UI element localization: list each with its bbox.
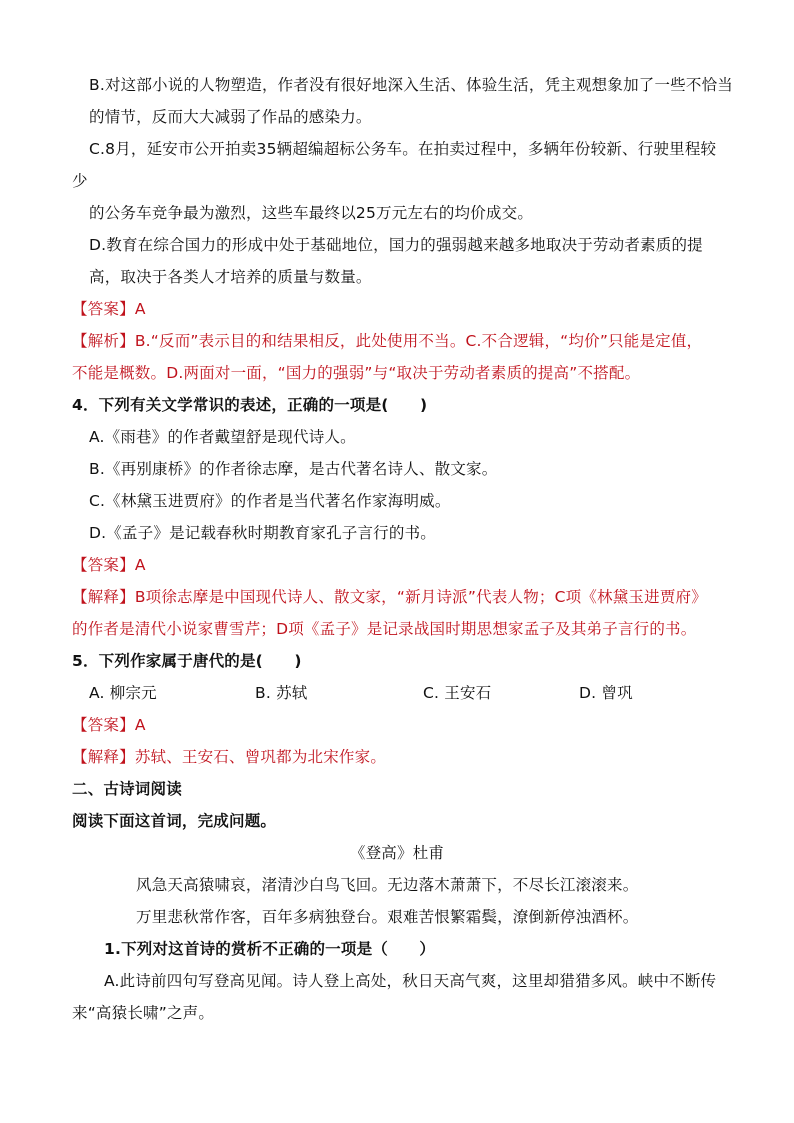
q5-option-d: D. 曾巩: [579, 684, 633, 702]
q5-option-c: C. 王安石: [423, 684, 492, 702]
q5-stem: 5．下列作家属于唐代的是( ): [72, 652, 302, 670]
q3-option-d-line2: 高，取决于各类人才培养的质量与数量。: [89, 268, 372, 286]
analysis-tag: 【解析】: [72, 332, 135, 350]
analysis-text: 苏轼、王安石、曾巩都为北宋作家。: [134, 748, 387, 766]
q3-option-b-line2: 的情节，反而大大减弱了作品的感染力。: [89, 108, 372, 126]
answer-value: A: [134, 300, 146, 318]
section-heading: 二、古诗词阅读: [72, 780, 182, 798]
q4-answer: [72, 554, 146, 576]
q3-option-d-line1: D.教育在综合国力的形成中处于基础地位，国力的强弱越来越多地取决于劳动者素质的提: [89, 236, 703, 254]
q4-analysis-line1: [72, 586, 707, 608]
answer-tag: 【答案】: [72, 300, 135, 318]
q5-answer: [72, 714, 146, 736]
answer-value: A: [134, 716, 146, 734]
q4-analysis-line2: 的作者是清代小说家曹雪芹；D项《孟子》是记录战国时期思想家孟子及其弟子言行的书。: [72, 620, 697, 638]
q3-answer: [72, 298, 146, 320]
analysis-text: B.“反而”表示目的和结果相反，此处使用不当。C.不合逻辑，“均价”只能是定值，: [134, 332, 703, 350]
q4-option-d: D.《孟子》是记载春秋时期教育家孔子言行的书。: [89, 524, 436, 542]
poem-line-2: 万里悲秋常作客，百年多病独登台。艰难苦恨繁霜鬓，潦倒新停浊酒杯。: [136, 908, 639, 926]
q3-option-c-line1: C.8月，延安市公开拍卖35辆超编超标公务车。在拍卖过程中，多辆年份较新、行驶里程较: [89, 140, 717, 158]
analysis-text: B项徐志摩是中国现代诗人、散文家，“新月诗派”代表人物；C项《林黛玉进贾府》: [134, 588, 707, 606]
poem-question-1-option-a-line1: A.此诗前四句写登高见闻。诗人登上高处，秋日天高气爽，这里却猎猎多风。峡中不断传: [104, 972, 717, 990]
poem-question-1-option-a-line2: 来“高猿长啸”之声。: [72, 1004, 215, 1022]
q3-analysis-line2: 不能是概数。D.两面对一面，“国力的强弱”与“取决于劳动者素质的提高”不搭配。: [72, 364, 641, 382]
q4-option-b: B.《再别康桥》的作者徐志摩，是古代著名诗人、散文家。: [89, 460, 498, 478]
q4-option-c: C.《林黛玉进贾府》的作者是当代著名作家海明威。: [89, 492, 451, 510]
q3-option-c-line2: 少: [72, 172, 88, 190]
answer-tag: 【答案】: [72, 556, 135, 574]
q5-option-b: B. 苏轼: [255, 684, 308, 702]
q4-stem: 4．下列有关文学常识的表述，正确的一项是( ): [72, 396, 428, 414]
q4-option-a: A.《雨巷》的作者戴望舒是现代诗人。: [89, 428, 356, 446]
answer-value: A: [134, 556, 146, 574]
q5-analysis: [72, 746, 386, 768]
q3-analysis-line1: [72, 330, 702, 352]
poem-title: 《登高》杜甫: [349, 844, 445, 862]
poem-question-1-stem: 1.下列对这首诗的赏析不正确的一项是（ ）: [104, 940, 436, 958]
poem-line-1: 风急天高猿啸哀，渚清沙白鸟飞回。无边落木萧萧下，不尽长江滚滚来。: [136, 876, 639, 894]
analysis-tag: 【解释】: [72, 588, 135, 606]
q3-option-c-line3: 的公务车竞争最为激烈，这些车最终以25万元左右的均价成交。: [89, 204, 534, 222]
q3-option-b-line1: B.对这部小说的人物塑造，作者没有很好地深入生活、体验生活，凭主观想象加了一些不恰当: [89, 76, 733, 94]
analysis-tag: 【解释】: [72, 748, 135, 766]
section-instruction: 阅读下面这首词，完成问题。: [72, 812, 277, 830]
q5-option-a: A. 柳宗元: [89, 684, 157, 702]
answer-tag: 【答案】: [72, 716, 135, 734]
